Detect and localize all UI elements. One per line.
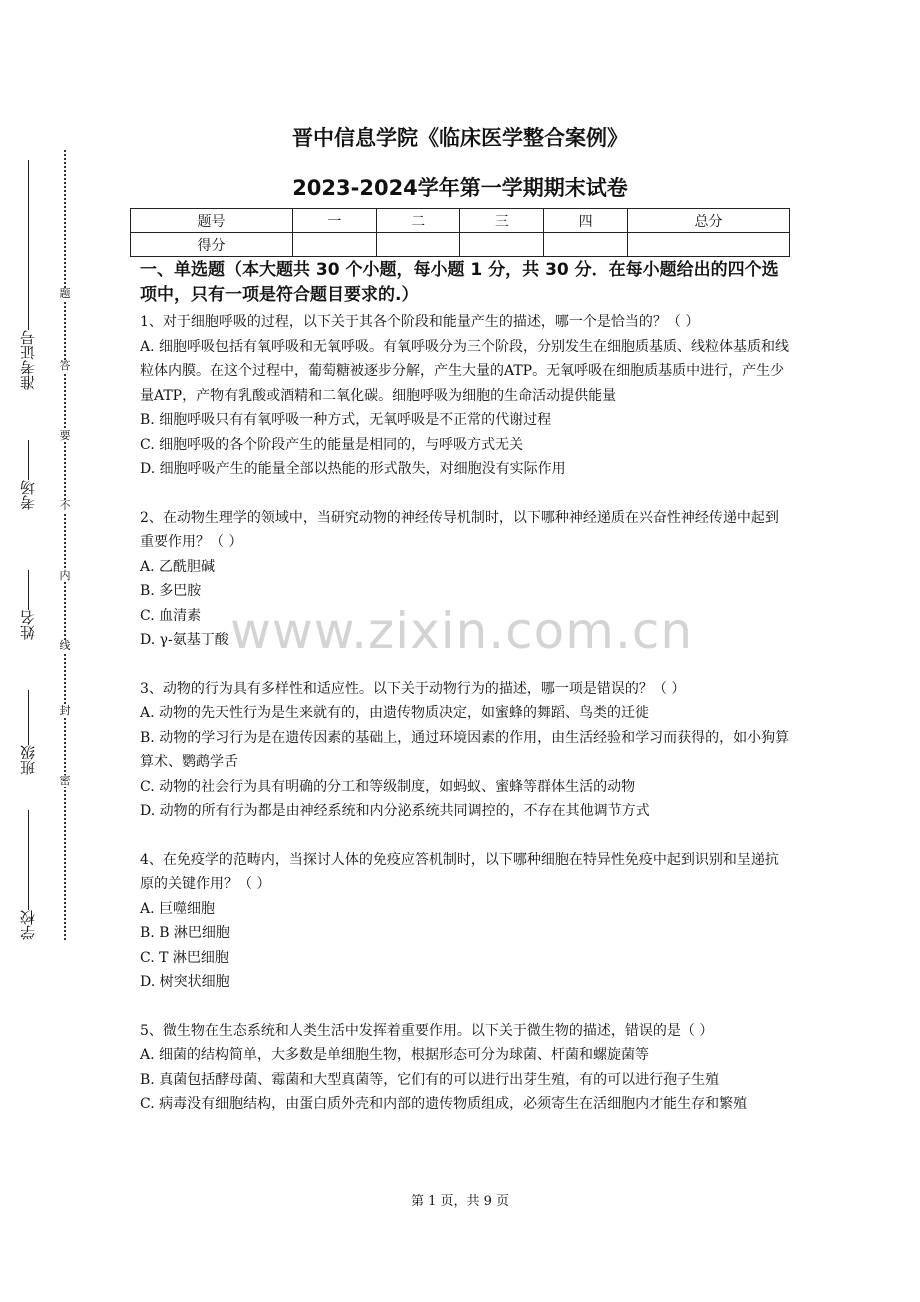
question-item — [140, 848, 790, 995]
score-input-cell[interactable] — [460, 233, 544, 257]
question-option: C. T 淋巴细胞 — [140, 949, 229, 966]
score-input-cell[interactable] — [544, 233, 628, 257]
class-field[interactable] — [18, 690, 38, 775]
question-option: A. 巨噬细胞 — [140, 900, 216, 917]
question-option: D. γ-氨基丁酸 — [140, 632, 229, 648]
question-option: B. B 淋巴细胞 — [140, 925, 230, 941]
seal-char: 要 — [59, 429, 71, 442]
question-item — [140, 310, 790, 482]
question-option: B. 动物的学习行为是在遗传因素的基础上，通过环境因素的作用，由生活经验和学习而获得的，如小狗算算术、鹦鹉学舌 — [140, 729, 790, 770]
seal-char: 题 — [59, 287, 71, 300]
seal-char: 线 — [59, 639, 71, 652]
field-label: 姓名 — [19, 610, 37, 640]
seal-char: 密 — [59, 774, 71, 787]
score-table — [130, 208, 790, 257]
score-cell: 得分 — [131, 233, 293, 257]
question-stem: 1、对于细胞呼吸的过程，以下关于其各个阶段和能量产生的描述，哪一个是恰当的？（ ） — [140, 314, 700, 330]
question-option: D. 树突状细胞 — [140, 974, 230, 990]
question-option: A. 细菌的结构简单，大多数是单细胞生物，根据形态可分为球菌、杆菌和螺旋菌等 — [140, 1047, 650, 1063]
school-field[interactable] — [18, 810, 38, 940]
question-option: D. 细胞呼吸产生的能量全部以热能的形式散失，对细胞没有实际作用 — [140, 461, 566, 477]
question-item — [140, 1019, 790, 1117]
score-cell: 题号 — [131, 209, 293, 233]
page-number: 第 1 页，共 9 页 — [410, 1194, 510, 1209]
question-list — [140, 310, 790, 1141]
question-option: B. 真菌包括酵母菌、霉菌和大型真菌等，它们有的可以进行出芽生殖，有的可以进行孢子生殖 — [140, 1071, 720, 1088]
exam-subtitle: 2023-2024学年第一学期期末试卷 — [292, 176, 628, 200]
question-option: B. 细胞呼吸只有有氧呼吸一种方式，无氧呼吸是不正常的代谢过程 — [140, 412, 552, 428]
score-cell: 总分 — [628, 209, 790, 233]
seal-char: 答 — [59, 359, 71, 372]
seal-char: 封 — [59, 704, 71, 717]
score-input-cell[interactable] — [292, 233, 376, 257]
watermark: www.zixin.com.cn — [230, 602, 694, 660]
seal-line — [64, 150, 66, 940]
question-stem: 4、在免疫学的范畴内，当探讨人体的免疫应答机制时，以下哪种细胞在特异性免疫中起到识别和呈递抗原的关键作用？（ ） — [140, 851, 779, 892]
field-label: 学校 — [19, 910, 37, 940]
question-option: C. 动物的社会行为具有明确的分工和等级制度，如蚂蚁、蜜蜂等群体生活的动物 — [140, 778, 636, 795]
question-option: C. 细胞呼吸的各个阶段产生的能量是相同的，与呼吸方式无关 — [140, 436, 524, 453]
question-stem: 2、在动物生理学的领域中，当研究动物的神经传导机制时，以下哪种神经递质在兴奋性神经传递中起到重要作用？（ ） — [140, 509, 779, 550]
question-stem: 3、动物的行为具有多样性和适应性。以下关于动物行为的描述，哪一项是错误的？（ ） — [140, 680, 686, 697]
score-table-header-row — [131, 209, 790, 233]
field-label: 准考证号 — [19, 330, 37, 390]
question-option: A. 细胞呼吸包括有氧呼吸和无氧呼吸。有氧呼吸分为三个阶段，分别发生在细胞质基质、线粒体基质和线粒体内膜。在这个过程中，葡萄糖被逐步分解，产生大量的ATP。无氧呼吸在细胞质基质中进行，产生少量ATP，产物有乳酸或酒精和二氧化碳。细胞呼吸为细胞的生命活动提供能量 — [140, 338, 790, 404]
field-label: 班级 — [19, 745, 37, 775]
exam-room-field[interactable] — [18, 440, 38, 510]
score-input-cell[interactable] — [628, 233, 790, 257]
exam-title: 晋中信息学院《临床医学整合案例》 — [292, 126, 628, 150]
score-cell: 四 — [544, 209, 628, 233]
question-option: C. 病毒没有细胞结构，由蛋白质外壳和内部的遗传物质组成，必须寄生在活细胞内才能生存和繁殖 — [140, 1096, 748, 1112]
score-cell: 二 — [376, 209, 460, 233]
section-heading: 一、单选题（本大题共 30 个小题，每小题 1 分，共 30 分．在每小题给出的四个选项中，只有一项是符合题目要求的.） — [140, 260, 779, 305]
question-option: D. 动物的所有行为都是由神经系统和内分泌系统共同调控的，不存在其他调节方式 — [140, 803, 650, 819]
score-table-score-row — [131, 233, 790, 257]
question-option: A. 动物的先天性行为是生来就有的，由遗传物质决定，如蜜蜂的舞蹈、鸟类的迁徙 — [140, 705, 650, 721]
score-input-cell[interactable] — [376, 233, 460, 257]
question-option: C. 血清素 — [140, 607, 202, 624]
score-cell: 一 — [292, 209, 376, 233]
question-item — [140, 677, 790, 824]
seal-char: 内 — [59, 569, 71, 582]
name-field[interactable] — [18, 570, 38, 640]
field-label: 考场 — [19, 480, 37, 510]
score-cell: 三 — [460, 209, 544, 233]
question-stem: 5、微生物在生态系统和人类生活中发挥着重要作用。以下关于微生物的描述，错误的是（ ） — [140, 1022, 714, 1039]
seal-char: 不 — [59, 499, 71, 512]
binding-margin — [0, 150, 80, 940]
question-option: A. 乙酰胆碱 — [140, 558, 216, 575]
question-option: B. 多巴胺 — [140, 583, 202, 599]
